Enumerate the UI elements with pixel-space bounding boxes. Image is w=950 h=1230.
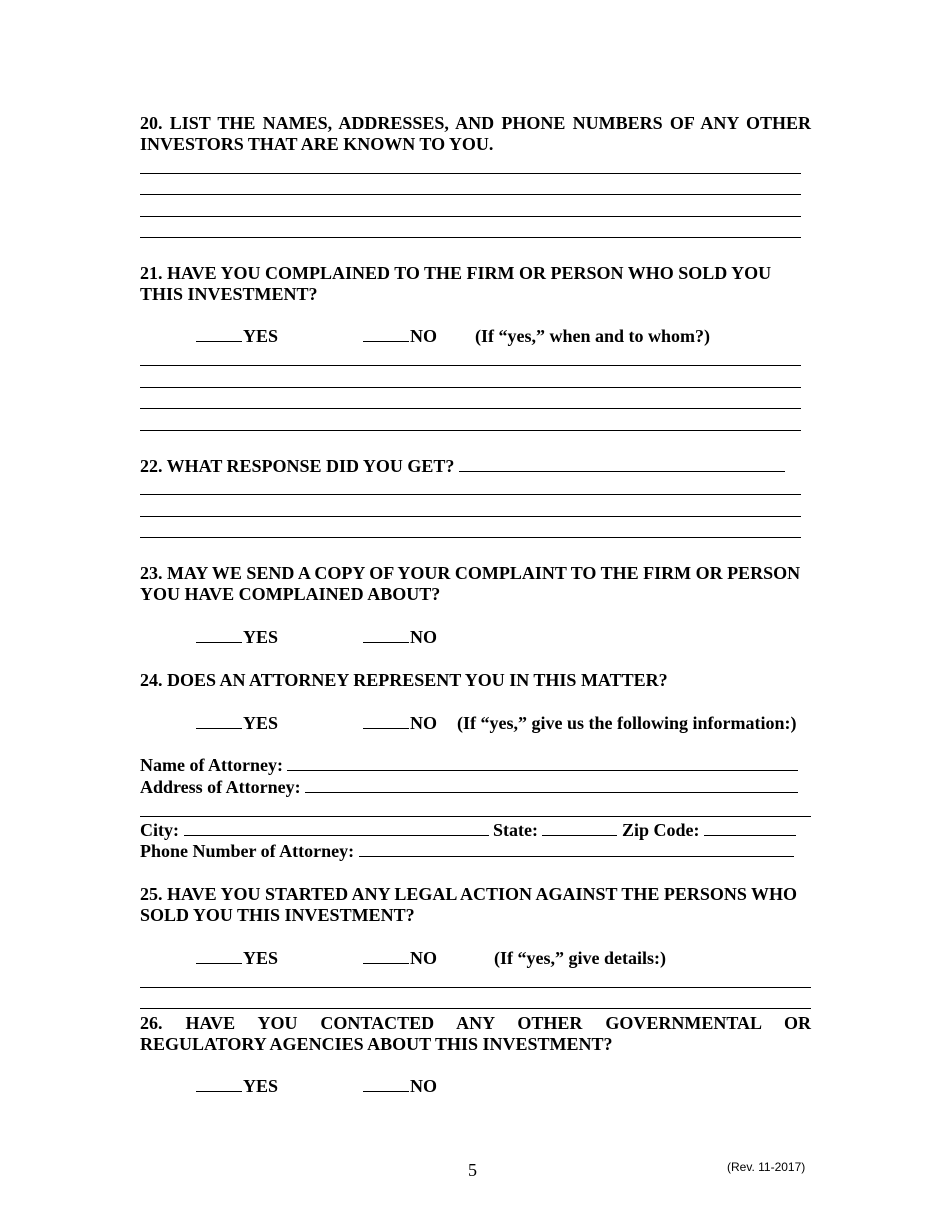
city-field[interactable] [184, 820, 489, 836]
attorney-name-label: Name of Attorney: [140, 755, 283, 775]
no-label: NO [410, 948, 437, 968]
checkbox-blank[interactable] [363, 1076, 409, 1092]
question-25: 25. HAVE YOU STARTED ANY LEGAL ACTION AGAINST THE PERSONS WHO SOLD YOU THIS INVESTMENT? [140, 884, 798, 925]
q21-note: (If “yes,” when and to whom?) [475, 326, 711, 346]
attorney-address-label: Address of Attorney: [140, 777, 301, 797]
question-26: 26. HAVE YOU CONTACTED ANY OTHER GOVERNMENTAL OR REGULATORY AGENCIES ABOUT THIS INVESTMENT? [140, 1013, 811, 1054]
checkbox-blank[interactable] [196, 326, 242, 342]
page-number: 5 [468, 1160, 477, 1180]
response-field[interactable] [459, 456, 785, 472]
answer-line[interactable] [140, 1008, 811, 1009]
attorney-phone-label: Phone Number of Attorney: [140, 841, 355, 861]
question-21: 21. HAVE YOU COMPLAINED TO THE FIRM OR PERSON WHO SOLD YOU THIS INVESTMENT? [140, 263, 772, 304]
zip-label: Zip Code: [621, 820, 700, 840]
answer-line[interactable] [140, 494, 801, 495]
revision-label: (Rev. 11-2017) [727, 1160, 806, 1174]
answer-line[interactable] [140, 216, 801, 217]
state-field[interactable] [542, 820, 617, 836]
question-23: 23. MAY WE SEND A COPY OF YOUR COMPLAINT TO THE FIRM OR PERSON YOU HAVE COMPLAINED ABOUT? [140, 563, 801, 604]
checkbox-blank[interactable] [196, 627, 242, 643]
attorney-address-line-2[interactable] [140, 816, 811, 817]
state-label: State: [493, 820, 538, 840]
q26-yes-option[interactable] [196, 1076, 278, 1097]
checkbox-blank[interactable] [363, 326, 409, 342]
checkbox-blank[interactable] [363, 948, 409, 964]
q24-yes-option[interactable] [196, 713, 278, 734]
checkbox-blank[interactable] [196, 1076, 242, 1092]
q21-no-option[interactable] [363, 326, 437, 347]
q23-no-option[interactable] [363, 627, 437, 648]
answer-line[interactable] [140, 408, 801, 409]
yes-label: YES [243, 948, 279, 968]
answer-line[interactable] [140, 987, 811, 988]
answer-line[interactable] [140, 516, 801, 517]
yes-label: YES [243, 713, 279, 733]
q25-yes-option[interactable] [196, 948, 278, 969]
question-24: 24. DOES AN ATTORNEY REPRESENT YOU IN THIS MATTER? [140, 670, 668, 690]
question-20: 20. LIST THE NAMES, ADDRESSES, AND PHONE NUMBERS OF ANY OTHER INVESTORS THAT ARE KNOWN TO YOU. [140, 113, 811, 154]
answer-line[interactable] [140, 194, 801, 195]
attorney-address-row [140, 777, 798, 798]
question-22-text: 22. WHAT RESPONSE DID YOU GET? [140, 456, 455, 476]
checkbox-blank[interactable] [196, 713, 242, 729]
answer-line[interactable] [140, 387, 801, 388]
attorney-name-row [140, 755, 798, 776]
q21-yes-option[interactable] [196, 326, 278, 347]
answer-line[interactable] [140, 365, 801, 366]
checkbox-blank[interactable] [363, 713, 409, 729]
no-label: NO [410, 1076, 437, 1096]
q25-note: (If “yes,” give details:) [494, 948, 666, 968]
zip-field[interactable] [704, 820, 796, 836]
q24-no-option[interactable] [363, 713, 437, 734]
answer-line[interactable] [140, 537, 801, 538]
answer-line[interactable] [140, 173, 801, 174]
yes-label: YES [243, 326, 279, 346]
answer-line[interactable] [140, 430, 801, 431]
attorney-phone-row [140, 841, 794, 862]
attorney-name-field[interactable] [287, 755, 798, 771]
yes-label: YES [243, 627, 279, 647]
q26-no-option[interactable] [363, 1076, 437, 1097]
checkbox-blank[interactable] [196, 948, 242, 964]
question-22 [140, 456, 785, 477]
attorney-phone-field[interactable] [359, 841, 794, 857]
q25-no-option[interactable] [363, 948, 437, 969]
attorney-city-row [140, 820, 796, 841]
no-label: NO [410, 326, 437, 346]
no-label: NO [410, 713, 437, 733]
q24-note: (If “yes,” give us the following information:) [457, 713, 797, 733]
q23-yes-option[interactable] [196, 627, 278, 648]
attorney-address-field[interactable] [305, 777, 798, 793]
answer-line[interactable] [140, 237, 801, 238]
yes-label: YES [243, 1076, 279, 1096]
checkbox-blank[interactable] [363, 627, 409, 643]
city-label: City: [140, 820, 179, 840]
no-label: NO [410, 627, 437, 647]
